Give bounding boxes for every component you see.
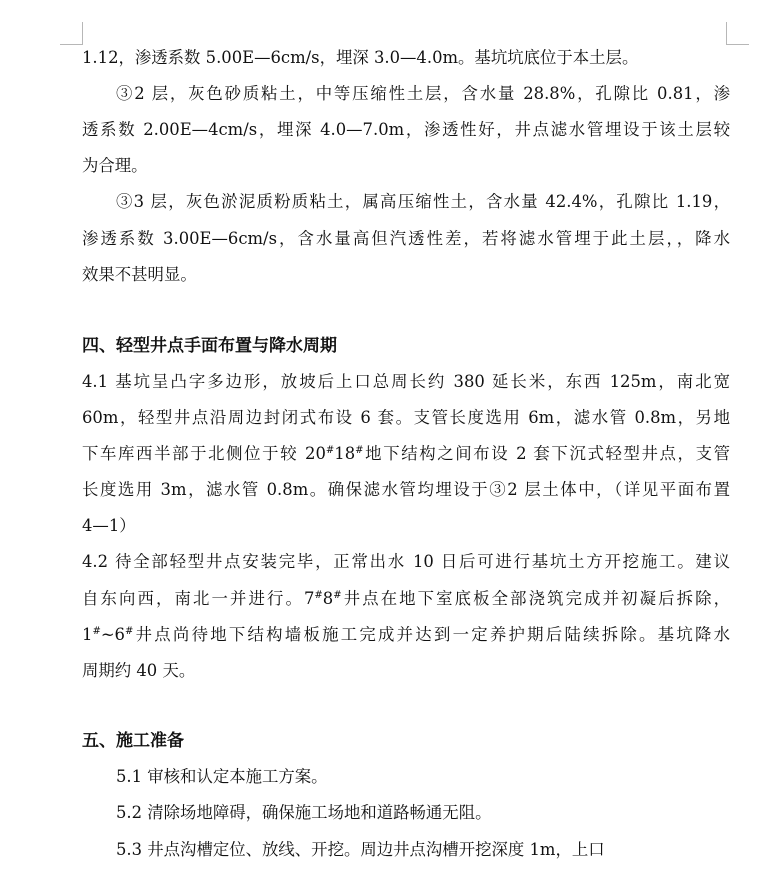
text-fragment: 1 — [82, 625, 93, 644]
section-heading: 五、施工准备 — [82, 731, 184, 751]
text-fragment: 自东向西，南北一并进行。7 — [82, 589, 315, 608]
text-line — [82, 621, 730, 649]
text-line: 60m，轻型井点沿周边封闭式布设 6 套。支管长度选用 6m，滤水管 0.8m，另地 — [82, 408, 730, 427]
section-heading: 四、轻型井点手面布置与降水周期 — [82, 336, 337, 356]
superscript: # — [325, 445, 335, 456]
text-line — [82, 585, 730, 613]
text-fragment: 下车库西半部于北侧位于较 20 — [82, 444, 326, 463]
text-fragment: 井点在地下室底板全部浇筑完成并初凝后拆除， — [341, 589, 730, 608]
superscript: # — [92, 626, 101, 637]
page-corner-mark-top-right — [726, 22, 749, 45]
superscript: # — [125, 626, 134, 637]
text-line: 渗透系数 3.00E—6cm/s，含水量高但汽透性差，若将滤水管埋于此土层，，降水 — [82, 229, 730, 248]
text-line: 5.2 清除场地障碍，确保施工场地和道路畅通无阻。 — [116, 803, 492, 822]
text-line: 5.1 审核和认定本施工方案。 — [116, 767, 328, 786]
superscript: # — [355, 445, 364, 456]
text-line: 为合理。 — [82, 156, 148, 175]
superscript: # — [333, 590, 342, 601]
text-line: 长度选用 3m，滤水管 0.8m。确保滤水管均埋设于③2 层土体中，（详见平面布置 — [82, 480, 730, 499]
text-fragment: ~6 — [100, 625, 125, 644]
text-fragment: 8 — [322, 589, 334, 608]
superscript: # — [314, 590, 323, 601]
text-line — [82, 440, 730, 468]
text-line: 效果不甚明显。 — [82, 265, 197, 284]
text-fragment: 18 — [334, 444, 356, 463]
text-line: 透系数 2.00E—4cm/s，埋深 4.0—7.0m，渗透性好，井点滤水管埋设于该土层较 — [82, 120, 730, 139]
text-line: 4.2 待全部轻型井点安装完毕，正常出水 10 日后可进行基坑土方开挖施工。建议 — [82, 552, 730, 571]
text-line: 4.1 基坑呈凸字多边形，放坡后上口总周长约 380 延长米，东西 125m，南北宽 — [82, 372, 730, 391]
text-line: 1.12，渗透系数 5.00E—6cm/s，埋深 3.0—4.0m。基坑坑底位于本土层。 — [82, 48, 639, 67]
text-line: 5.3 井点沟槽定位、放线、开挖。周边井点沟槽开挖深度 1m，上口 — [116, 840, 605, 859]
text-line: 4—1） — [82, 516, 136, 535]
text-fragment: 井点尚待地下结构墙板施工完成并达到一定养护期后陆续拆除。基坑降水 — [133, 625, 730, 644]
text-fragment: 地下结构之间布设 2 套下沉式轻型井点，支管 — [363, 444, 730, 463]
text-line: 周期约 40 天。 — [82, 661, 196, 680]
text-line: ③2 层，灰色砂质粘土，中等压缩性土层，含水量 28.8%，孔隙比 0.81，渗 — [116, 84, 730, 103]
page-corner-mark-top-left — [60, 22, 83, 45]
text-line: ③3 层，灰色淤泥质粉质粘土，属高压缩性土，含水量 42.4%，孔隙比 1.19， — [116, 192, 730, 211]
